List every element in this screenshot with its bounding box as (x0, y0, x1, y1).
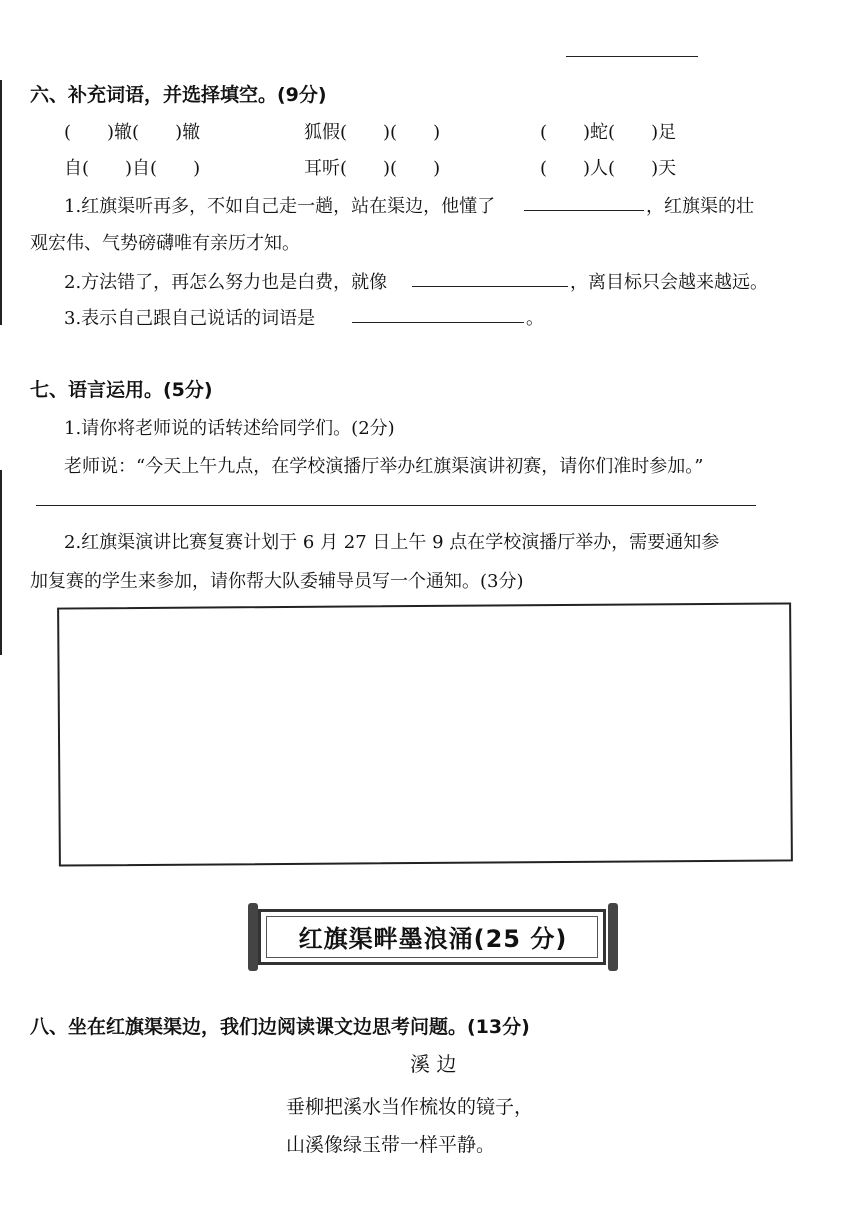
s6-q2-text-b: ，离目标只会越来越远。 (570, 272, 768, 293)
idiom-blank-1: ( )辙( )辙 (64, 122, 201, 143)
s6-q3-answer-line[interactable] (352, 322, 524, 323)
idiom-blank-4: 自( )自( ) (64, 158, 201, 179)
margin-bar-bottom (0, 470, 2, 655)
notice-answer-box[interactable] (57, 602, 793, 866)
poem-line-2: 山溪像绿玉带一样平静。 (286, 1134, 496, 1156)
s7-q1-text: 1.请你将老师说的话转述给同学们。(2分) (64, 418, 395, 439)
idiom-blank-6: ( )人( )天 (540, 158, 677, 179)
s6-q1-text-a: 1.红旗渠听再多，不如自己走一趟，站在渠边，他懂了 (64, 196, 496, 217)
section7-title: 七、语言运用。(5分) (30, 379, 213, 401)
top-rule (566, 56, 698, 57)
s7-teacher-quote: 老师说：“今天上午九点，在学校演播厅举办红旗渠演讲初赛，请你们准时参加。” (64, 456, 704, 477)
s6-q2-answer-line[interactable] (412, 286, 568, 287)
s6-q2-text-a: 2.方法错了，再怎么努力也是白费，就像 (64, 272, 388, 293)
s6-q3-text-b: 。 (526, 308, 544, 329)
section6-title: 六、补充词语，并选择填空。(9分) (30, 84, 327, 106)
s7-q1-answer-line[interactable] (36, 505, 756, 506)
poem-title: 溪 边 (410, 1052, 457, 1076)
section8-title: 八、坐在红旗渠渠边，我们边阅读课文边思考问题。(13分) (30, 1016, 530, 1038)
s6-q1-text-c: 观宏伟、气势磅礴唯有亲历才知。 (30, 233, 300, 254)
s6-q1-answer-line[interactable] (524, 210, 644, 211)
s7-q2-text-a: 2.红旗渠演讲比赛复赛计划于 6 月 27 日上午 9 点在学校演播厅举办，需要通知参 (64, 532, 720, 553)
margin-bar-top (0, 80, 2, 325)
s6-q3-text-a: 3.表示自己跟自己说话的词语是 (64, 308, 316, 329)
idiom-blank-5: 耳听( )( ) (304, 158, 441, 179)
s6-q1-text-b: ，红旗渠的壮 (646, 196, 754, 217)
section-banner (248, 903, 618, 973)
s7-q2-text-b: 加复赛的学生来参加，请你帮大队委辅导员写一个通知。(3分) (30, 571, 524, 592)
poem-line-1: 垂柳把溪水当作梳妆的镜子， (286, 1096, 534, 1118)
idiom-blank-3: ( )蛇( )足 (540, 122, 677, 143)
idiom-blank-2: 狐假( )( ) (304, 122, 441, 143)
banner-title: 红旗渠畔墨浪涌(25 分) (298, 925, 568, 953)
